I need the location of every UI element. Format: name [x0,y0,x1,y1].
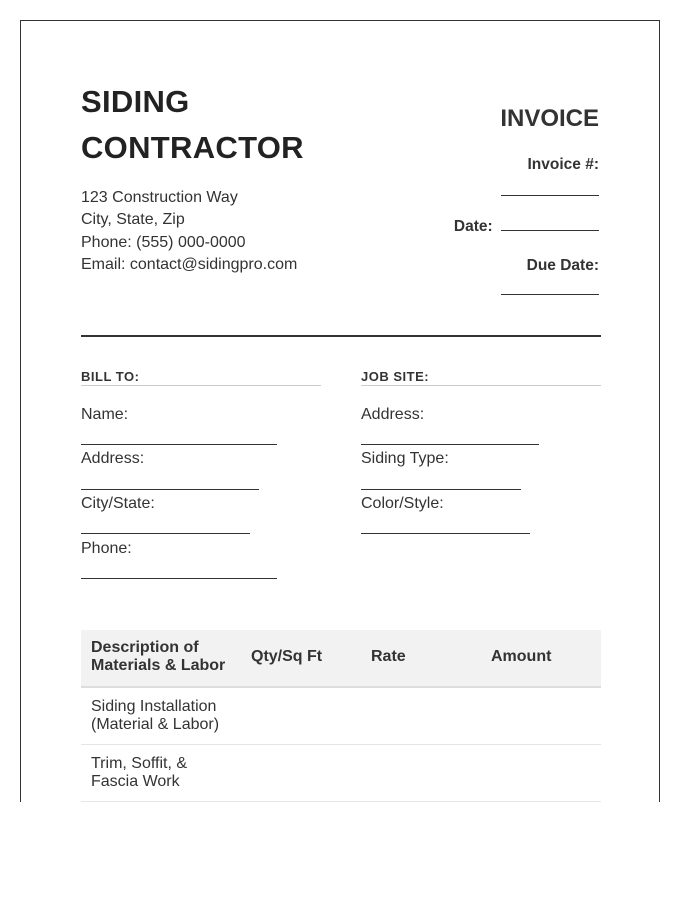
bill-to-name-line[interactable] [81,444,277,445]
company-address-block [81,187,297,276]
bill-to-heading: BILL TO: [81,369,321,386]
job-site-siding-type-label: Siding Type: [361,450,449,467]
job-site-address-line[interactable] [361,444,539,445]
company-name [81,79,304,171]
line-items-table [81,630,601,802]
header-rate: Rate [371,648,406,665]
bill-to-phone-line[interactable] [81,578,277,579]
bill-to-phone-label: Phone: [81,540,132,557]
bill-to-address-line[interactable] [81,489,259,490]
table-row [81,688,601,745]
invoice-date-line[interactable] [501,229,599,231]
header-divider [81,335,601,337]
bill-to-city-line[interactable] [81,533,250,534]
company-email: Email: contact@sidingpro.com [81,255,298,273]
header-description: Description of Materials & Labor [91,639,226,674]
table-row [81,745,601,802]
table-header [81,630,601,688]
row-description: Trim, Soffit, & Fascia Work [91,755,188,790]
bill-to-city-label: City/State: [81,495,155,512]
job-site-color-line[interactable] [361,533,530,534]
company-city: City, State, Zip [81,211,185,229]
job-site-address-label: Address: [361,406,425,423]
invoice-sheet [20,20,660,802]
invoice-number-label: Invoice #: [527,156,599,173]
company-name-line1: SIDING [81,84,190,119]
invoice-due-label: Due Date: [526,257,599,274]
company-name-line2: CONTRACTOR [81,130,304,165]
header-qty: Qty/Sq Ft [251,648,323,665]
row-description: Siding Installation (Material & Labor) [91,698,220,733]
invoice-date-label: Date: [453,218,493,235]
bill-to-name-label: Name: [81,406,129,423]
invoice-due-line[interactable] [501,294,599,295]
company-phone: Phone: (555) 000-0000 [81,233,246,251]
header-amount: Amount [491,648,552,665]
job-site-heading: JOB SITE: [361,369,601,386]
company-street: 123 Construction Way [81,189,238,206]
invoice-title: INVOICE [500,105,599,132]
invoice-number-line[interactable] [501,195,599,196]
bill-to-address-label: Address: [81,450,145,467]
job-site-siding-type-line[interactable] [361,489,521,490]
job-site-color-label: Color/Style: [361,495,444,512]
invoice-date-row [454,218,599,236]
